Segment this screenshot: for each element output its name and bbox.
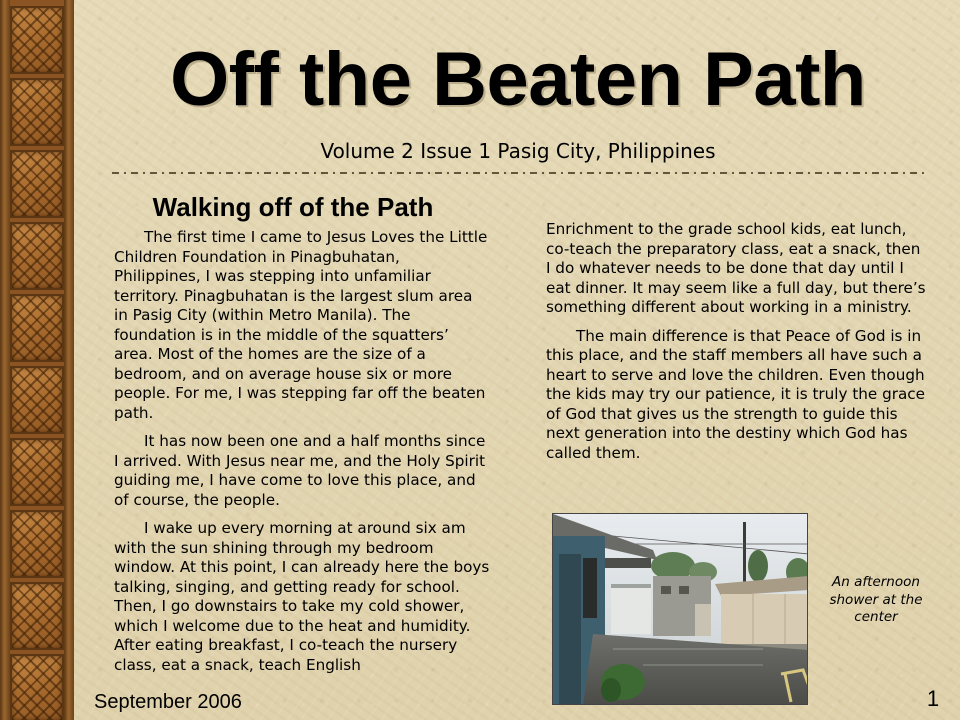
article-paragraph: The main difference is that Peace of God is in this place, and the staff members all have such a heart to serve and love the children. Even though the kids may try our patience, it is truly the grace of God that gives us the strength to guide this next generation into the destiny which God has called them. — [546, 326, 925, 462]
article-right-column — [546, 220, 926, 505]
article-heading: Walking off of the Path — [152, 192, 434, 222]
article-paragraph: It has now been one and a half months since I arrived. With Jesus near me, and the Holy Spirit guiding me, I have come to love this place, and of course, the people. — [114, 432, 486, 509]
newsletter-subtitle: Volume 2 Issue 1 Pasig City, Philippines — [320, 139, 716, 163]
footer-date: September 2006 — [94, 691, 242, 713]
article-paragraph: I wake up every morning at around six am with the sun shining through my bedroom window. At this point, I can already here the boys talking, singing, and getting ready for school. Then, I go downstairs to take my cold shower, which I welcome due to the heat and humidity. After eating breakfast, I co-teach the nursery class, eat a snack, teach English — [114, 519, 490, 673]
article-paragraph: The first time I came to Jesus Loves the Little Children Foundation in Pinagbuhatan, Philippines, I was stepping into unfamiliar territory. Pinagbuhatan is the largest slum area in Pasig City (within Metro Manila). The foundation is in the middle of the squatters’ area. Most of the homes are the size of a bedroom, and on average house six or more people. For me, I was stepping far off the beaten path. — [114, 228, 488, 422]
dotted-divider — [112, 164, 928, 182]
newsletter-title: Off the Beaten Path — [170, 37, 866, 122]
wooden-border-strip — [0, 0, 74, 720]
page-number: 1 — [926, 686, 940, 711]
rain-shower-photo — [552, 513, 808, 705]
photo-illustration — [553, 514, 808, 705]
article-paragraph: Enrichment to the grade school kids, eat lunch, co-teach the preparatory class, eat a snack, then I do whatever needs to be done that day until I eat dinner. It may seem like a full day, but there’s something different about working in a ministry. — [546, 220, 926, 316]
article-left-column — [114, 228, 490, 673]
photo-caption: An afternoon shower at the center — [829, 574, 923, 625]
